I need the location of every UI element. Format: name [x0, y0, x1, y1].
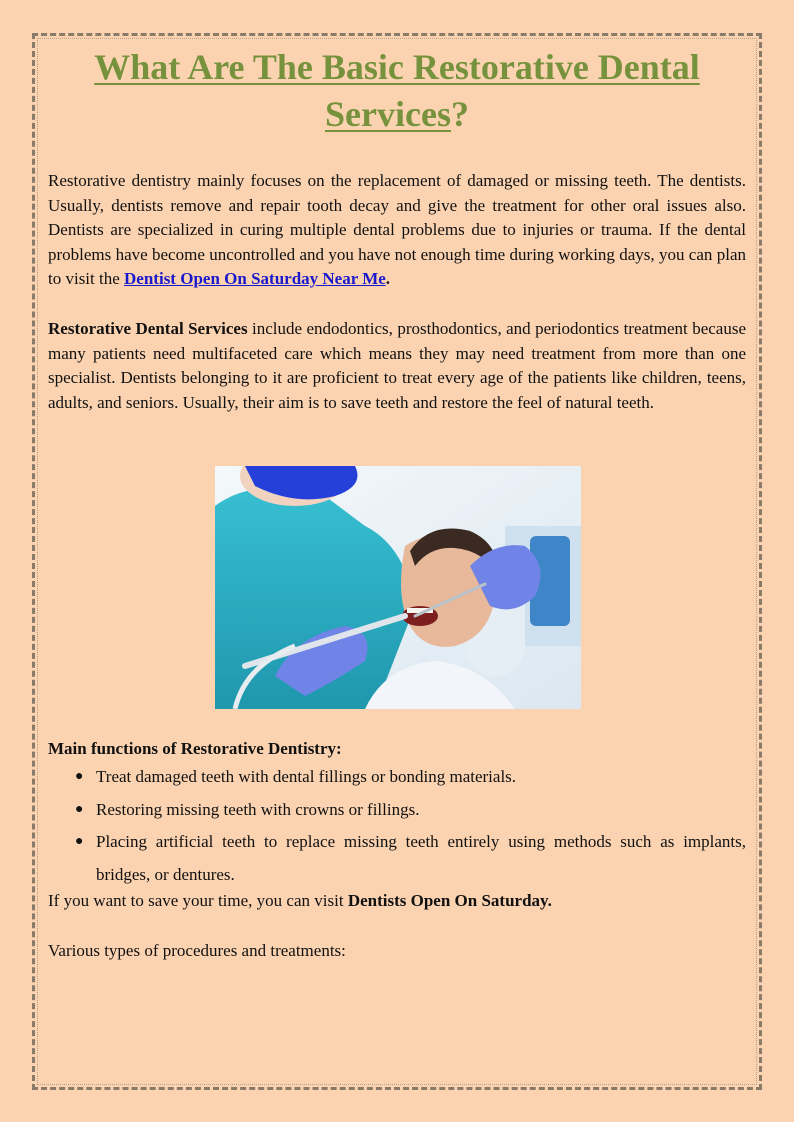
page-title [48, 44, 746, 138]
bullet-icon: ● [75, 769, 84, 784]
services-bold-lead: Restorative Dental Services [48, 319, 248, 338]
bullet-icon: ● [75, 834, 84, 849]
bullet-icon: ● [75, 801, 84, 817]
list-item-text: Treat damaged teeth with dental fillings or bonding materials. [96, 767, 517, 786]
save-time-bold: Dentists Open On Saturday. [347, 891, 552, 910]
intro-period: . [385, 269, 391, 289]
functions-heading: Main functions of Restorative Dentistry: [48, 739, 342, 758]
list-item-text: Placing artificial teeth to replace missing teeth entirely using methods such as implants, bridges, or dentures. [96, 832, 746, 884]
save-time-paragraph [48, 889, 746, 913]
list-item-text: Restoring missing teeth with crowns or fillings. [96, 799, 420, 819]
list-item [48, 794, 746, 827]
procedures-heading: Various types of procedures and treatments: [48, 941, 346, 960]
intro-paragraph [48, 169, 746, 292]
list-item [48, 826, 746, 891]
title-question-mark: ? [450, 94, 469, 134]
services-text: include endodontics, prosthodontics, and periodontics treatment because many patients need multifaceted care which means they may need treatment from more than one specialist. Dentists belonging to it are proficient to treat every age of the patients like children, teens, adults, and seniors. Usually, their aim is to save teeth and restore the feel of natural teeth. [48, 319, 746, 412]
title-line-1: What Are The Basic Restorative Dental [94, 47, 700, 87]
services-paragraph [48, 317, 746, 415]
functions-list [48, 761, 746, 891]
title-line-2: Services [325, 94, 451, 134]
intro-text: Restorative dentistry mainly focuses on the replacement of damaged or missing teeth. The dentists. Usually, dentists remove and repair tooth decay and give the treatment for other oral issues also. Dentists are specialized in curing multiple dental problems due to injuries or trauma. If the dental problems have become uncontrolled and you have not enough time during working days, you can plan to visit the [48, 171, 746, 289]
dentist-saturday-link[interactable]: Dentist Open On Saturday Near Me [124, 269, 386, 289]
save-time-text: If you want to save your time, you can visit [48, 891, 348, 910]
list-item [48, 761, 746, 794]
dental-treatment-photo [215, 466, 581, 709]
